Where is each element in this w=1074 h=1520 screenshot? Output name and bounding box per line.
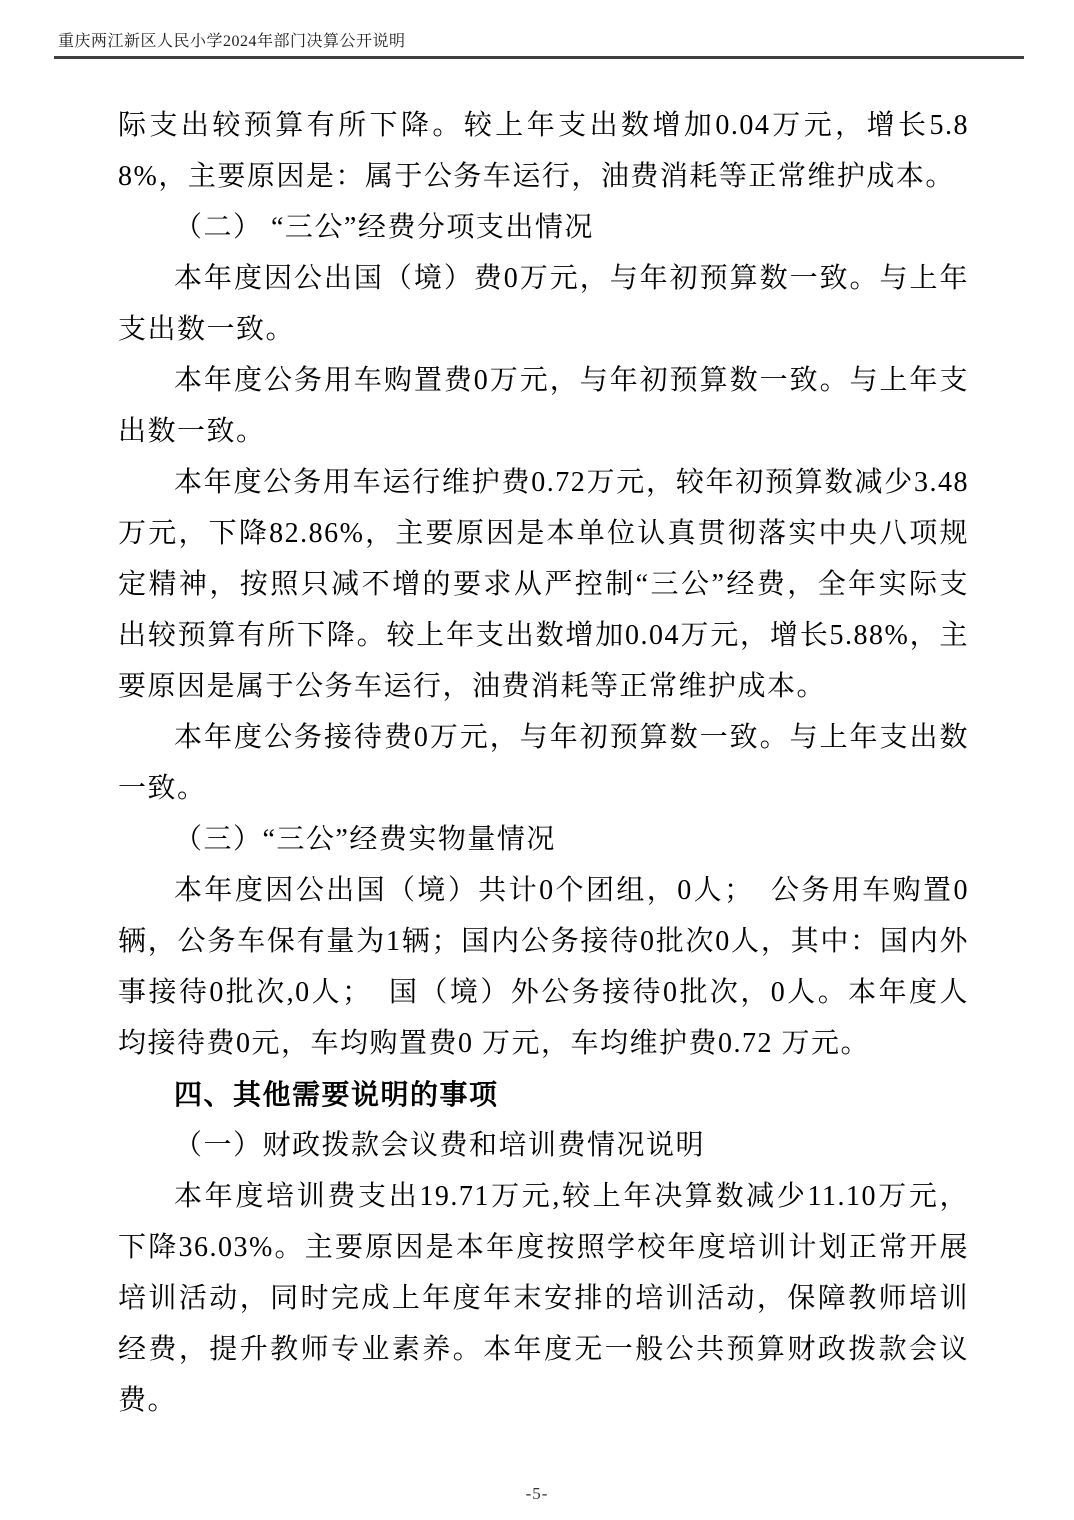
heading-section-4: 四、其他需要说明的事项 [174, 1079, 499, 1110]
paragraph-physical-quantity: 本年度因公出国（境）共计0个团组，0人； 公务用车购置0辆，公务车保有量为1辆；国内公务接待0批次0人，其中：国内外事接待0批次,0人； 国（境）外公务接待0批次，0人。本年度人均接待费0元，车均购置费0 万元，车均维护费0.72 万元。 [118, 875, 969, 1059]
paragraph-vehicle-maintenance-fee: 本年度公务用车运行维护费0.72万元，较年初预算数减少3.48万元，下降82.86%，主要原因是本单位认真贯彻落实中央八项规定精神，按照只减不增的要求从严控制“三公”经费，全年实际支出较预算有所下降。较上年支出数增加0.04万元，增长5.88%，主要原因是属于公务车运行，油费消耗等正常维护成本。 [118, 467, 969, 702]
paragraph-abroad-fee: 本年度因公出国（境）费0万元，与年初预算数一致。与上年支出数一致。 [118, 263, 969, 345]
page-header [54, 28, 1024, 59]
header-title: 重庆两江新区人民小学2024年部门决算公开说明 [58, 33, 406, 50]
page-number: -5- [525, 1484, 549, 1503]
paragraph-vehicle-purchase-fee: 本年度公务用车购置费0万元，与年初预算数一致。与上年支出数一致。 [118, 365, 969, 447]
document-body [118, 100, 969, 1426]
paragraph-continuation: 际支出较预算有所下降。较上年支出数增加0.04万元，增长5.88%，主要原因是：属于公务车运行，油费消耗等正常维护成本。 [118, 110, 969, 192]
header-rule [54, 56, 1024, 59]
paragraph-training-fee: 本年度培训费支出19.71万元,较上年决算数减少11.10万元，下降36.03%。主要原因是本年度按照学校年度培训计划正常开展培训活动，同时完成上年度年末安排的培训活动，保障教师培训经费，提升教师专业素养。本年度无一般公共预算财政拨款会议费。 [118, 1181, 969, 1416]
paragraph-reception-fee: 本年度公务接待费0万元，与年初预算数一致。与上年支出数一致。 [118, 722, 969, 804]
subheading-section-2: （二） “三公”经费分项支出情况 [174, 212, 594, 243]
subheading-section-3: （三）“三公”经费实物量情况 [174, 824, 556, 855]
subheading-section-4-1: （一）财政拨款会议费和培训费情况说明 [174, 1130, 706, 1161]
page-footer [0, 1484, 1074, 1504]
